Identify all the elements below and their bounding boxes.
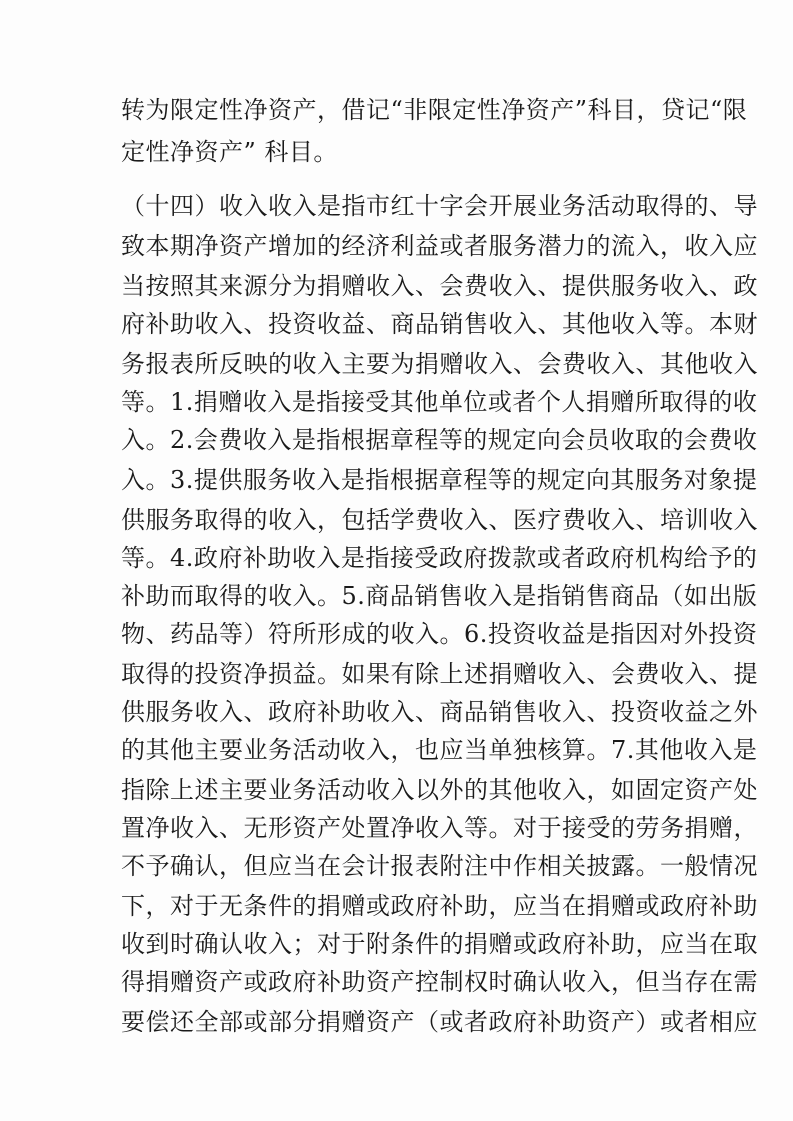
- text-line: 得捐赠资产或政府补助资产控制权时确认收入，但当存在需: [121, 968, 758, 996]
- text-line: 等。1.捐赠收入是指接受其他单位或者个人捐赠所取得的收: [121, 388, 758, 416]
- text-line: 指除上述主要业务活动收入以外的其他收入，如固定资产处: [121, 776, 758, 804]
- text-line: 转为限定性净资产，借记“非限定性净资产”科目，贷记“限: [121, 96, 748, 124]
- text-line: （十四）收入收入是指市红十字会开展业务活动取得的、导: [121, 192, 758, 220]
- text-line: 府补助收入、投资收益、商品销售收入、其他收入等。本财: [121, 310, 758, 338]
- text-line: 下，对于无条件的捐赠或政府补助，应当在捐赠或政府补助: [121, 892, 758, 920]
- text-line: 致本期净资产增加的经济利益或者服务潜力的流入，收入应: [121, 232, 758, 260]
- text-line: 补助而取得的收入。5.商品销售收入是指销售商品（如出版: [121, 582, 758, 610]
- text-line: 物、药品等）符所形成的收入。6.投资收益是指因对外投资: [121, 620, 758, 648]
- text-line: 供服务收入、政府补助收入、商品销售收入、投资收益之外: [121, 698, 758, 726]
- text-line: 的其他主要业务活动收入，也应当单独核算。7.其他收入是: [121, 736, 758, 764]
- text-line: 等。4.政府补助收入是指接受政府拨款或者政府机构给予的: [121, 544, 758, 572]
- text-line: 入。3.提供服务收入是指根据章程等的规定向其服务对象提: [121, 466, 758, 494]
- text-line: 定性净资产” 科目。: [121, 138, 338, 166]
- text-line: 要偿还全部或部分捐赠资产（或者政府补助资产）或者相应: [121, 1008, 758, 1036]
- text-line: 取得的投资净损益。如果有除上述捐赠收入、会费收入、提: [121, 660, 758, 688]
- text-line: 收到时确认收入；对于附条件的捐赠或政府补助，应当在取: [121, 930, 758, 958]
- text-line: 入。2.会费收入是指根据章程等的规定向会员收取的会费收: [121, 426, 758, 454]
- text-line: 当按照其来源分为捐赠收入、会费收入、提供服务收入、政: [121, 272, 758, 300]
- text-line: 供服务取得的收入，包括学费收入、医疗费收入、培训收入: [121, 506, 758, 534]
- text-line: 务报表所反映的收入主要为捐赠收入、会费收入、其他收入: [121, 350, 758, 378]
- text-line: 不予确认，但应当在会计报表附注中作相关披露。一般情况: [121, 852, 758, 880]
- text-line: 置净收入、无形资产处置净收入等。对于接受的劳务捐赠，: [121, 814, 758, 842]
